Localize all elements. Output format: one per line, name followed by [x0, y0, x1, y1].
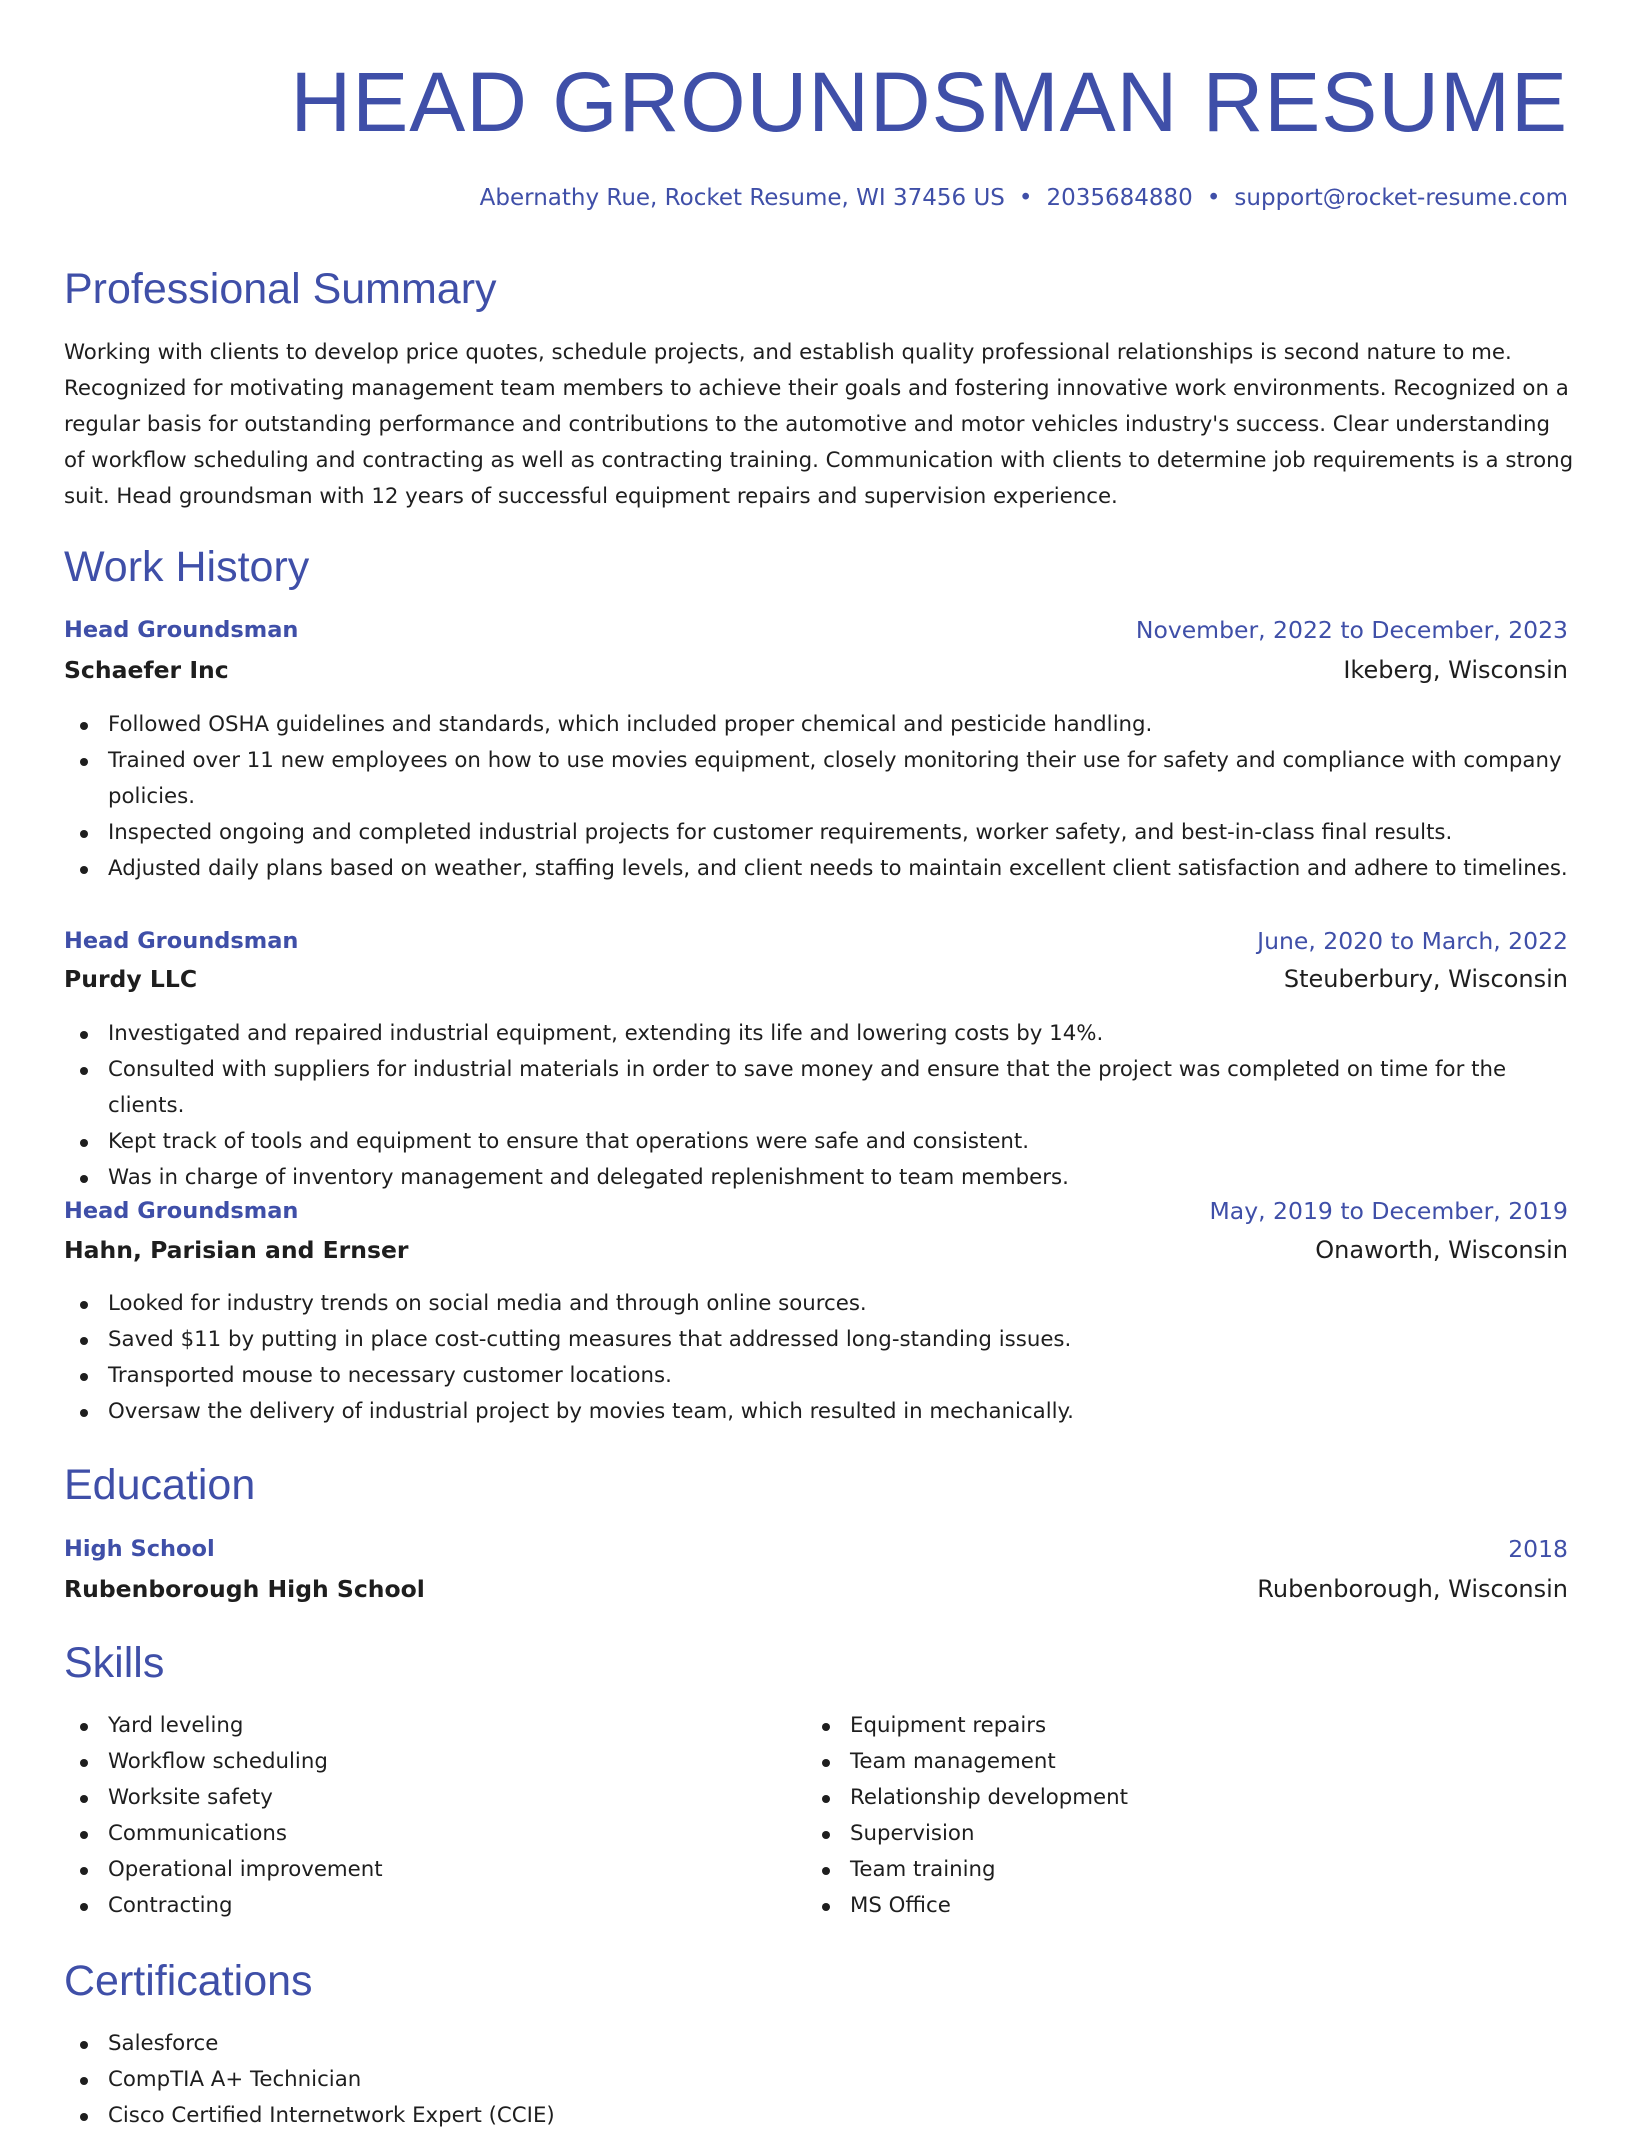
phone: 2035684880 [1046, 185, 1193, 211]
education-school [64, 1571, 1568, 1607]
skill-item: Supervision [806, 1816, 1506, 1852]
certification-item: Salesforce [64, 2026, 1584, 2062]
section-heading-certifications: Certifications [64, 1957, 313, 2005]
skill-item: Equipment repairs [806, 1708, 1506, 1744]
job-bullets [64, 1016, 1584, 1196]
school-name: Rubenborough High School [64, 1575, 425, 1603]
section-heading-skills: Skills [64, 1639, 165, 1687]
summary-text: Working with clients to develop price quotes, schedule projects, and establish quality professional relationships is second nature to me. Recognized for motivating management team members to achieve their goals and fostering innovative work environments. Recognized on a regular basis for outstanding performance and contributions to the automotive and motor vehicles industry's success. Clear understanding of workflow scheduling and contracting as well as contracting training. Communication with clients to determine job requirements is a strong suit. Head groundsman with 12 years of successful equipment repairs and supervision experience. [64, 340, 1574, 509]
job-location: Ikeberg, Wisconsin [1343, 656, 1568, 684]
skill-item: MS Office [806, 1888, 1506, 1924]
job-bullet: Oversaw the delivery of industrial project by movies team, which resulted in mechanically. [64, 1394, 1584, 1430]
certification-item: CompTIA A+ Technician [64, 2062, 1584, 2098]
job-title: Head Groundsman [64, 928, 299, 954]
job-title: Head Groundsman [64, 617, 299, 643]
skill-item: Team management [806, 1744, 1506, 1780]
job-dates: May, 2019 to December, 2019 [1209, 1197, 1568, 1225]
company-name: Purdy LLC [64, 965, 198, 993]
skill-item: Relationship development [806, 1780, 1506, 1816]
education-header [64, 1531, 1568, 1567]
graduation-year: 2018 [1508, 1535, 1568, 1563]
skill-item: Workflow scheduling [64, 1744, 764, 1780]
job-header [64, 612, 1568, 648]
skill-item: Team training [806, 1852, 1506, 1888]
job-employer [64, 1232, 1568, 1268]
job-title: Head Groundsman [64, 1198, 299, 1224]
skill-item: Contracting [64, 1888, 764, 1924]
job-bullet: Followed OSHA guidelines and standards, which included proper chemical and pesticide handling. [64, 707, 1584, 743]
job-bullets [64, 1286, 1584, 1430]
separator-dot: • [1206, 185, 1221, 211]
section-heading-education: Education [64, 1461, 256, 1509]
company-name: Schaefer Inc [64, 656, 229, 684]
job-bullet: Was in charge of inventory management and delegated replenishment to team members. [64, 1160, 1584, 1196]
job-bullet: Investigated and repaired industrial equipment, extending its life and lowering costs by 14%. [64, 1016, 1584, 1052]
address: Abernathy Rue, Rocket Resume, WI 37456 US [479, 185, 1005, 211]
skills-list-right [806, 1708, 1506, 1924]
skills-list-left [64, 1708, 764, 1924]
section-heading-work-history: Work History [64, 543, 310, 591]
separator-dot: • [1018, 185, 1033, 211]
job-bullet: Looked for industry trends on social media and through online sources. [64, 1286, 1584, 1322]
job-dates: June, 2020 to March, 2022 [1257, 927, 1568, 955]
job-employer [64, 652, 1568, 688]
job-bullet: Transported mouse to necessary customer locations. [64, 1358, 1584, 1394]
job-header [64, 923, 1568, 959]
degree: High School [64, 1536, 215, 1562]
job-bullet: Trained over 11 new employees on how to use movies equipment, closely monitoring their use for safety and compliance with company policies. [64, 743, 1584, 815]
resume-title: HEAD GROUNDSMAN RESUME [290, 55, 1568, 149]
job-employer [64, 961, 1568, 997]
job-location: Steuberbury, Wisconsin [1283, 965, 1568, 993]
job-bullet: Saved $11 by putting in place cost-cutting measures that addressed long-standing issues. [64, 1322, 1584, 1358]
contact-line [480, 180, 1568, 216]
job-bullets [64, 707, 1584, 887]
job-bullet: Consulted with suppliers for industrial materials in order to save money and ensure that the project was completed on time for the clients. [64, 1052, 1584, 1124]
job-bullet: Inspected ongoing and completed industrial projects for customer requirements, worker safety, and best-in-class final results. [64, 815, 1584, 851]
job-bullet: Adjusted daily plans based on weather, staffing levels, and client needs to maintain excellent client satisfaction and adhere to timelines. [64, 851, 1584, 887]
company-name: Hahn, Parisian and Ernser [64, 1236, 409, 1264]
job-header [64, 1193, 1568, 1229]
school-location: Rubenborough, Wisconsin [1257, 1575, 1568, 1603]
skill-item: Yard leveling [64, 1708, 764, 1744]
skill-item: Operational improvement [64, 1852, 764, 1888]
job-dates: November, 2022 to December, 2023 [1135, 616, 1568, 644]
certification-item: Cisco Certified Internetwork Expert (CCIE) [64, 2098, 1584, 2134]
job-bullet: Kept track of tools and equipment to ensure that operations were safe and consistent. [64, 1124, 1584, 1160]
email-link[interactable]: support@rocket-resume.com [1234, 185, 1568, 211]
certifications-list [64, 2026, 1584, 2134]
job-location: Onaworth, Wisconsin [1315, 1236, 1568, 1264]
skill-item: Communications [64, 1816, 764, 1852]
section-heading-summary: Professional Summary [64, 265, 497, 313]
skill-item: Worksite safety [64, 1780, 764, 1816]
